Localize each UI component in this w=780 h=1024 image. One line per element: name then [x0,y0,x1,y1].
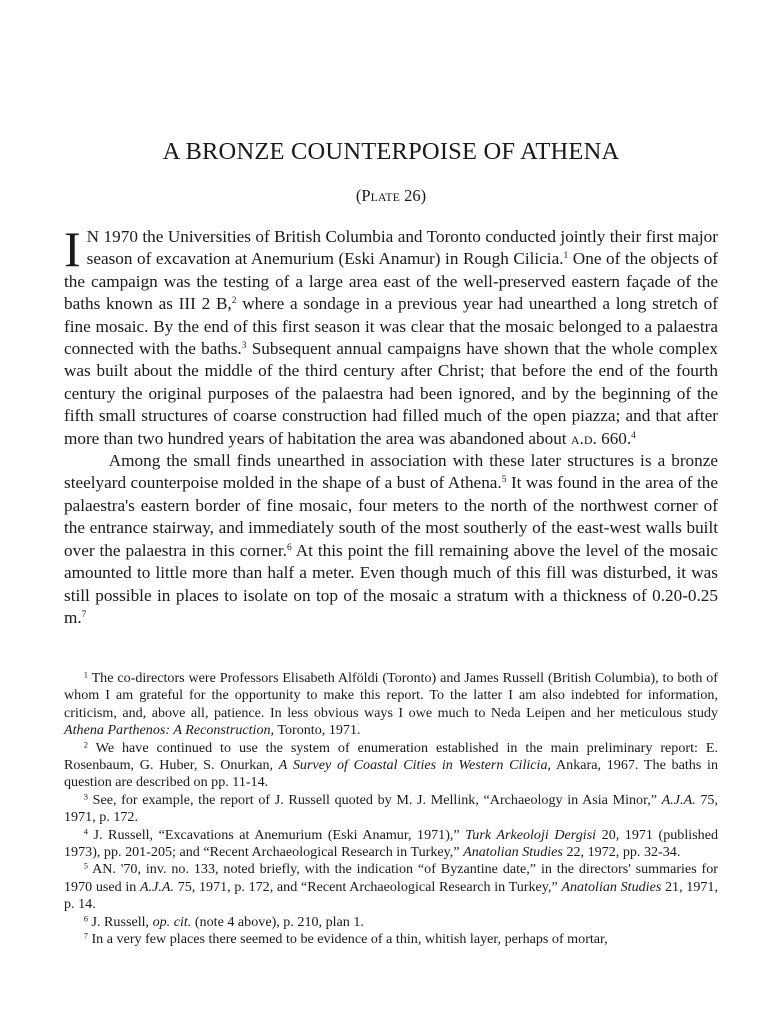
article-title: A BRONZE COUNTERPOISE OF ATHENA [162,138,620,165]
footnote-4 [64,827,718,862]
footnote-4-journal-2: Anatolian Studies [463,844,563,861]
footnote-6-number: 6 [83,913,88,924]
footnote-6 [64,914,718,931]
footnote-6-tail: (note 4 above), p. 210, plan 1. [191,913,364,930]
footnote-4-text: J. Russell, “Excavations at Anemurium (Eski Anamur, 1971),” [87,826,466,843]
footnote-5-tail: 21, 1971, p. 14. [64,878,719,913]
drop-cap: I [64,221,81,277]
p2-text-a: Among the small finds unearthed in association with these later structures is a bronze steelyard counterpoise molded in the shape of a bust of Athena. [64,451,718,493]
p1-year: 660. [596,428,632,448]
footnote-7 [64,931,718,948]
footnote-1-text: The co-directors were Professors Elisabeth Alföldi (Toronto) and James Russell (British Columbia), to both of whom I am grateful for the opportunity to make this report. To the latter I am also indebted for information, criticism, and, above all, patience. In less obvious ways I owe much to Neda Leipen and her meticulous study [64,670,718,721]
footnote-4-journal: Turk Arkeoloji Dergisi [465,826,597,843]
footnote-4-tail: 22, 1972, pp. 32-34. [562,844,681,861]
footnote-ref-6: 6 [286,542,292,553]
footnote-7-number: 7 [83,930,88,941]
footnote-7-text: In a very few places there seemed to be evidence of a thin, whitish layer, perhaps of mortar, [87,931,608,948]
footnote-3-journal: A.J.A. [661,791,696,808]
footnote-ref-4: 4 [631,430,636,441]
footnotes [64,670,718,949]
footnote-3-tail: 75, 1971, p. 172. [64,791,718,826]
footnote-3-number: 3 [83,791,88,802]
footnote-2-title: A Survey of Coastal Cities in Western Cilicia, [278,757,552,774]
body-text [64,221,719,629]
footnote-ref-1: 1 [563,251,569,262]
plate-close: ) [420,186,427,205]
footnote-1-number: 1 [83,669,88,680]
plate-number: 26 [404,186,421,205]
footnote-5-journal-2: Anatolian Studies [561,878,662,895]
footnote-3 [64,792,718,827]
footnote-5-number: 5 [83,860,88,871]
footnote-1-tail: Toronto, 1971. [274,722,361,739]
footnote-ref-5: 5 [501,475,507,486]
paragraph-2 [64,450,718,629]
footnote-1 [64,670,718,740]
plate-reference [64,186,718,206]
footnote-2 [64,740,718,792]
paragraph-1 [64,221,719,450]
p1-text-d: Subsequent annual campaigns have shown that the whole complex was built about the middle of the third century after Christ; that before the end of the fourth century the original purposes of the palaestra had been ignored, and by the beginning of the fifth small structures of coarse construction had filled much of the open piazza; and that after more than two hundred years of habitation the area was abandoned about [64,339,718,448]
footnote-6-text: J. Russell, [87,913,153,930]
footnote-2-text: We have continued to use the system of enumeration established in the main preliminary report: E. Rosenbaum, G. Huber, S. Onurkan, [64,739,718,774]
era-abbrev: a.d. [570,428,597,448]
footnote-4-mid: 20, 1971 (published 1973), pp. 201-205; and “Recent Archaeological Research in Turkey,” [64,826,719,861]
plate-word: Plate [361,186,400,205]
p1-text-a: N 1970 the Universities of British Columbia and Toronto conducted jointly their first major season of excavation at Anemurium (Eski Anamur) in Rough Cilicia. [86,227,718,269]
plate-open: ( [355,186,362,205]
p1-text-c: where a sondage in a previous year had unearthed a long stretch of fine mosaic. By the end of this first season it was clear that the mosaic belonged to a palaestra connected with the baths. [64,294,718,359]
footnote-6-opcit: op. cit. [152,913,192,930]
footnote-ref-7: 7 [81,609,87,620]
footnote-2-number: 2 [83,738,88,749]
footnote-ref-3: 3 [241,340,247,351]
footnote-5 [64,861,718,913]
p2-text-c: At this point the fill remaining above the level of the mosaic amounted to little more than half a meter. Even though much of this fill was disturbed, it was still possible in places to isolate on top of the mosaic a stratum with a thickness of 0.20-0.25 m. [64,540,718,627]
p1-text-b: One of the objects of the campaign was the testing of a large area east of the well-preserved eastern façade of the baths known as III 2 B, [64,249,719,314]
footnote-3-text: See, for example, the report of J. Russell quoted by M. J. Mellink, “Archaeology in Asia Minor,” [87,791,662,808]
footnote-5-journal: A.J.A. [139,878,175,895]
footnote-2-tail: Ankara, 1967. The baths in question are described on pp. 11-14. [64,757,718,791]
footnote-ref-2: 2 [231,296,237,307]
footnote-5-mid: 75, 1971, p. 172, and “Recent Archaeological Research in Turkey,” [174,878,562,895]
p2-text-b: It was found in the area of the palaestra's eastern border of fine mosaic, four meters to the north of the northwest corner of the entrance stairway, and immediately south of the most southerly of the east-west walls built over the palaestra in this corner. [64,473,718,560]
footnote-5-text: AN. '70, inv. no. 133, noted briefly, with the indication “of Byzantine date,” in the directors' summaries for 1970 used in [64,861,718,895]
footnote-4-number: 4 [83,826,88,837]
footnote-1-title: Athena Parthenos: A Reconstruction, [64,722,275,739]
